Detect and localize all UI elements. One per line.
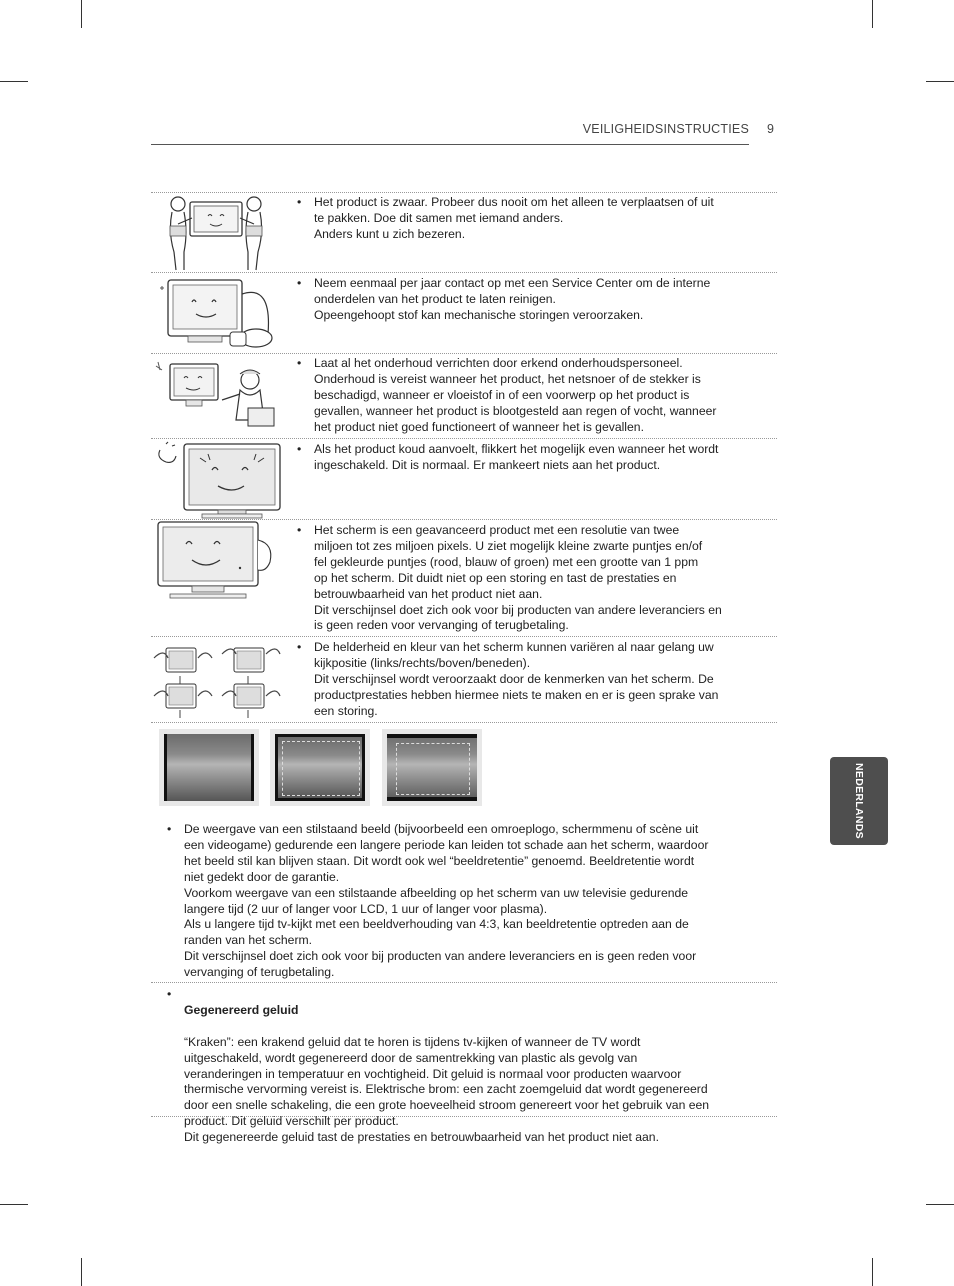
crop-mark bbox=[926, 81, 954, 82]
list-item: • Het product is zwaar. Probeer dus nooit om het alleen te verplaatsen of uit te pakken. Doe dit samen met iemand anders. Anders kunt u zich bezeren. bbox=[297, 195, 759, 243]
row-divider bbox=[151, 982, 777, 983]
crop-mark bbox=[872, 0, 873, 28]
crop-mark bbox=[81, 0, 82, 28]
crop-mark bbox=[0, 81, 28, 82]
list-item-text: Het scherm is een geavanceerd product met een resolutie van twee miljoen tot zes miljoen pixels. U ziet mogelijk kleine zwarte puntjes en/of fel gekleurde puntjes (rood, blauw of groen) met een grootte van 1 ppm op het scherm. Dit duidt niet op een storing en tast de prestaties en betrouwbaarheid van het product niet aan. Dit verschijnsel doet zich ook voor bij producten van andere leveranciers en is geen reden voor vervanging of terugbetaling. bbox=[314, 523, 722, 633]
tv-with-vacuum-cleaner-icon bbox=[152, 274, 276, 352]
row-divider bbox=[151, 192, 777, 193]
section-title: VEILIGHEIDSINSTRUCTIES bbox=[582, 122, 749, 136]
list-item-text: Laat al het onderhoud verrichten door erkend onderhoudspersoneel. Onderhoud is vereist wanneer het product, het netsnoer of de stekker is beschadigd, wanneer er vloeistof in of een voorwerp op het product is gevallen, wanneer het product is blootgesteld aan regen of vocht, wanneer het product niet goed functioneert of wanneer het is gevallen. bbox=[314, 356, 717, 434]
list-item: • De helderheid en kleur van het scherm kunnen variëren al naar gelang uw kijkpositie (links/rechts/boven/beneden). Dit verschijnsel wordt veroorzaakt door de kenmerken van het scherm. De productprestaties hebben hiermee niets te maken en er is geen sprake van een storing. bbox=[297, 640, 759, 720]
crop-mark bbox=[81, 1258, 82, 1286]
language-tab-label: NEDERLANDS bbox=[853, 763, 865, 839]
list-item: • Het scherm is een geavanceerd product met een resolutie van twee miljoen tot zes miljoen pixels. U ziet mogelijk kleine zwarte puntjes en/of fel gekleurde puntjes (rood, blauw of groen) met een grootte van 1 ppm op het scherm. Dit duidt niet op een storing en tast de prestaties en betrouwbaarheid van het product niet aan. Dit verschijnsel doet zich ook voor bij producten van andere leveranciers en is geen reden voor vervanging of terugbetaling. bbox=[297, 523, 759, 634]
list-item: • Neem eenmaal per jaar contact op met een Service Center om de interne onderdelen van het product te laten reinigen. Opeengehoopt stof kan mechanische storingen veroorzaken. bbox=[297, 276, 759, 324]
landscape-photo-icon bbox=[382, 729, 482, 806]
tv-viewing-angles-icon bbox=[150, 640, 284, 720]
crop-mark bbox=[0, 1204, 28, 1205]
list-item: • Laat al het onderhoud verrichten door erkend onderhoudspersoneel. Onderhoud is vereist wanneer het product, het netsnoer of de stekker is beschadigd, wanneer er vloeistof in of een voorwerp op het product is gevallen, wanneer het product is blootgesteld aan regen of vocht, wanneer het product niet goed functioneert of wanneer het is gevallen. bbox=[297, 356, 759, 436]
language-tab bbox=[830, 757, 888, 845]
flickering-tv-icon bbox=[152, 440, 284, 520]
row-divider bbox=[151, 438, 777, 439]
list-item: • De weergave van een stilstaand beeld (bijvoorbeeld een omroeplogo, schermmenu of scène uit een videogame) gedurende een langere periode kan leiden tot schade aan het scherm, waardoor het beeld stil kan blijven staan. Dit wordt ook wel “beeldretentie” genoemd. Beeldretentie wordt niet gedekt door de garantie. Voorkom weergave van een stilstaande afbeelding op het scherm van uw televisie gedurende langere tijd (2 uur of langer voor LCD, 1 uur of langer voor plasma). Als u langere tijd tv-kijkt met een beeldverhouding van 4:3, kan beeldretentie optreden aan de randen van het scherm. Dit verschijnsel doet zich ook voor bij producten van andere leveranciers en is geen reden voor vervanging of terugbetaling. bbox=[167, 822, 759, 981]
list-item-text: De weergave van een stilstaand beeld (bijvoorbeeld een omroeplogo, schermmenu of scène uit een videogame) gedurende een langere periode kan leiden tot schade aan het scherm, waardoor het beeld stil kan blijven staan. Dit wordt ook wel “beeldretentie” genoemd. Beeldretentie wordt niet gedekt door de garantie. Voorkom weergave van een stilstaande afbeelding op het scherm van uw televisie gedurende langere tijd (2 uur of langer voor LCD, 1 uur of langer voor plasma). Als u langere tijd tv-kijkt met een beeldverhouding van 4:3, kan beeldretentie optreden aan de randen van het scherm. Dit verschijnsel doet zich ook voor bij producten van andere leveranciers en is geen reden voor vervanging of terugbetaling. bbox=[184, 822, 709, 980]
page-number: 9 bbox=[767, 122, 774, 136]
list-item-text: Als het product koud aanvoelt, flikkert het mogelijk even wanneer het wordt ingeschakeld. Dit is normaal. Er mankeert niets aan het product. bbox=[314, 442, 719, 472]
tv-with-technician-icon bbox=[152, 356, 280, 436]
landscape-photo-icon bbox=[159, 729, 259, 806]
row-divider bbox=[151, 636, 777, 637]
landscape-photo-icon bbox=[270, 729, 370, 806]
list-item: • Gegenereerd geluid “Kraken”: een krakend geluid dat te horen is tijdens tv-kijken of wanneer de TV wordt uitgeschakeld, wordt gegenereerd door de samentrekking van plastic als gevolg van veranderingen in temperatuur en vochtigheid. Dit geluid is normaal voor producten waarvoor thermische vervorming vereist is. Elektrische brom: een zacht zoemgeluid dat wordt gegenereerd door een snelle schakeling, die een grote hoeveelheid stroom genereert voor het gebruik van een product. Dit geluid verschilt per product. Dit gegenereerde geluid tast de prestaties en betrouwbaarheid van het product niet aan. bbox=[167, 987, 759, 1162]
row-divider bbox=[151, 353, 777, 354]
crop-mark bbox=[872, 1258, 873, 1286]
list-item-text: Het product is zwaar. Probeer dus nooit om het alleen te verplaatsen of uit te pakken. Doe dit samen met iemand anders. Anders kunt u zich bezeren. bbox=[314, 195, 714, 241]
list-item-text: De helderheid en kleur van het scherm kunnen variëren al naar gelang uw kijkpositie (links/rechts/boven/beneden). Dit verschijnsel wordt veroorzaakt door de kenmerken van het scherm. De productprestaties hebben hiermee niets te maken en er is geen sprake van een storing. bbox=[314, 640, 719, 718]
list-item-text: “Kraken”: een krakend geluid dat te horen is tijdens tv-kijken of wanneer de TV wordt uitgeschakeld, wordt gegenereerd door de samentrekking van plastic als gevolg van veranderingen in temperatuur en vochtigheid. Dit geluid is normaal voor producten waarvoor thermische vervorming vereist is. Elektrische brom: een zacht zoemgeluid dat wordt gegenereerd door een snelle schakeling, die een grote hoeveelheid stroom genereert voor het gebruik van een product. Dit geluid verschilt per product. Dit gegenereerde geluid tast de prestaties en betrouwbaarheid van het product niet aan. bbox=[184, 1034, 710, 1145]
header-rule bbox=[151, 144, 749, 145]
list-item-text: Neem eenmaal per jaar contact op met een Service Center om de interne onderdelen van het product te laten reinigen. Opeengehoopt stof kan mechanische storingen veroorzaken. bbox=[314, 276, 711, 322]
row-divider bbox=[151, 272, 777, 273]
list-item: • Als het product koud aanvoelt, flikkert het mogelijk even wanneer het wordt ingeschakeld. Dit is normaal. Er mankeert niets aan het product. bbox=[297, 442, 759, 474]
crop-mark bbox=[926, 1204, 954, 1205]
tv-pixel-dots-icon bbox=[152, 520, 280, 602]
two-people-carrying-tv-icon bbox=[164, 194, 268, 272]
row-divider bbox=[151, 722, 777, 723]
list-item-heading: Gegenereerd geluid bbox=[184, 1002, 299, 1017]
